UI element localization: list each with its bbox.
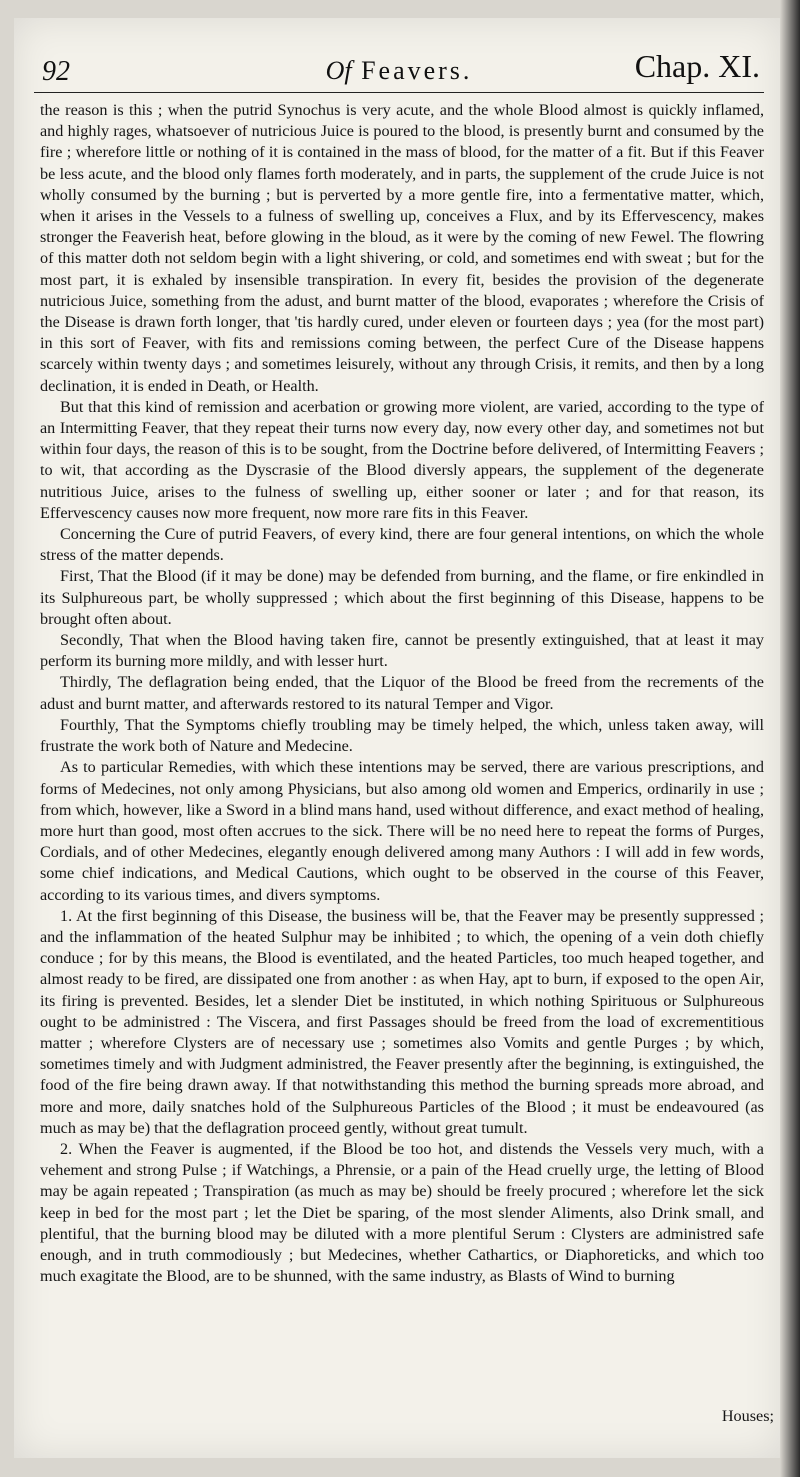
paragraph: But that this kind of remission and acerbation or growing more violent, are varied, according to the type of an Intermitting Feaver, that they repeat their turns now every day, now every other day, and sometimes not but within four days, the reason of this is to be sought, from the Doctrine before delivered, of Intermitting Feavers ; to wit, that according as the Dyscrasie of the Blood diversly appears, the supplement of the degenerate nutritious Juice, arises to the fulness of swelling up, either sooner or later ; and for that reason, its Effervescency causes now more frequent, now more rare fits in this Feaver.	[40, 397, 764, 522]
page-number: 92	[42, 56, 70, 87]
body-text	[40, 100, 764, 1287]
paragraph: Secondly, That when the Blood having taken fire, cannot be presently extinguished, that at least it may perform its burning more mildly, and with lesser hurt.	[40, 631, 764, 671]
chapter-label: Chap. XI.	[634, 48, 760, 84]
book-page	[14, 18, 782, 1458]
paragraph: As to particular Remedies, with which these intentions may be served, there are various prescriptions, and forms of Medecines, not only among Physicians, but also among old women and Emperics, ordinarily in use ; from which, however, like a Sword in a blind mans hand, used without difference, and exact method of healing, more hurt than good, most often accrues to the sick. There will be no need here to repeat the forms of Purges, Cordials, and of other Medecines, elegantly enough delivered among many Authors : I will add in few words, some chief indications, and Medical Cautions, which ought to be observed in the course of this Feaver, according to its various times, and divers symptoms.	[40, 758, 764, 904]
paragraph: Fourthly, That the Symptoms chiefly troubling may be timely helped, the which, unless taken away, will frustrate the work both of Nature and Medecine.	[40, 715, 764, 756]
running-title-of: Of	[325, 56, 352, 85]
paragraph: 1. At the first beginning of this Disease, the business will be, that the Feaver may be presently suppressed ; and the inflammation of the heated Sulphur may be inhibited ; to which, the opening of a vein doth chiefly conduce ; for by this means, the Blood is eventilated, and the heated Particles, too much heaped together, and almost ready to be fired, are dissipated one from another : as when Hay, apt to burn, if exposed to the open Air, its firing is prevented. Besides, let a slender Diet be instituted, in which nothing Spirituous or Sulphureous ought to be administred : The Viscera, and first Passages should be freed from the load of excrementitious matter ; wherefore Clysters are of necessary use ; sometimes also Vomits and gentle Purges ; by which, sometimes timely and with Judgment administred, the Feaver presently after the beginning, is extinguished, the food of the fire being drawn away. If that notwithstanding this method the burning spreads more abroad, and more and more, daily snatches hold of the Sulphureous Particles of the Blood ; it must be endeavoured (as much as may be) that the deflagration proceed gently, without great tumult.	[40, 906, 764, 1137]
paragraph: the reason is this ; when the putrid Synochus is very acute, and the whole Blood almost is quickly inflamed, and highly rages, whatsoever of nutricious Juice is poured to the blood, is presently burnt and consumed by the fire ; wherefore little or nothing of it is contained in the mass of blood, for the matter of a fit. But if this Feaver be less acute, and the blood only flames forth moderately, and in parts, the supplement of the crude Juice is not wholly consumed by the burning ; but is perverted by a more gentle fire, into a fermentative matter, which, when it arises in the Vessels to a fulness of swelling up, conceives a Flux, and by its Effervescency, makes stronger the Feaverish heat, before glowing in the bloud, as it were by the coming of new Fewel. The flowring of this matter doth not seldom begin with a light shivering, or cold, and sometimes end with sweat ; but for the most part, it is exhaled by insensible transpiration. In every fit, besides the provision of the degenerate nutricious Juice, something from the adust, and burnt matter of the blood, evaporates ; wherefore the Crisis of the Disease is drawn forth longer, that 'tis hardly cured, under eleven or fourteen days ; yea (for the most part) in this sort of Feaver, with fits and remissions coming between, the perfect Cure of the Disease happens scarcely within twenty days ; and sometimes leisurely, without any through Crisis, it remits, and then by a long declination, it is ended in Death, or Health.	[40, 101, 764, 395]
catchword: Houses;	[721, 1407, 774, 1425]
running-title-rest: Feavers.	[361, 56, 473, 85]
paragraph: First, That the Blood (if it may be done) may be defended from burning, and the flame, or fire enkindled in its Sulphureous part, be wholly suppressed ; which about the first beginning of this Disease, happens to be brought often about.	[40, 567, 764, 628]
page-header	[34, 48, 764, 93]
paragraph: 2. When the Feaver is augmented, if the Blood be too hot, and distends the Vessels very much, with a vehement and strong Pulse ; if Watchings, a Phrensie, or a pain of the Head cruelly urge, the letting of Blood may be again repeated ; Transpiration (as much as may be) should be freely procured ; wherefore let the sick keep in bed for the most part ; let the Diet be sparing, of the most slender Aliments, also Drink small, and plentiful, that the burning blood may be diluted with a more plentiful Serum : Clysters are administred safe enough, and in truth commodiously ; but Medecines, whether Cathartics, or Diaphoreticks, and which too much exagitate the Blood, are to be shunned, with the same industry, as Blasts of Wind to burning	[40, 1139, 764, 1286]
paragraph: Thirdly, The deflagration being ended, that the Liquor of the Blood be freed from the recrements of the adust and burnt matter, and afterwards restored to its natural Temper and Vigor.	[40, 673, 764, 713]
book-spine-shadow	[780, 0, 800, 1477]
paragraph: Concerning the Cure of putrid Feavers, of every kind, there are four general intentions, on which the whole stress of the matter depends.	[40, 525, 764, 565]
